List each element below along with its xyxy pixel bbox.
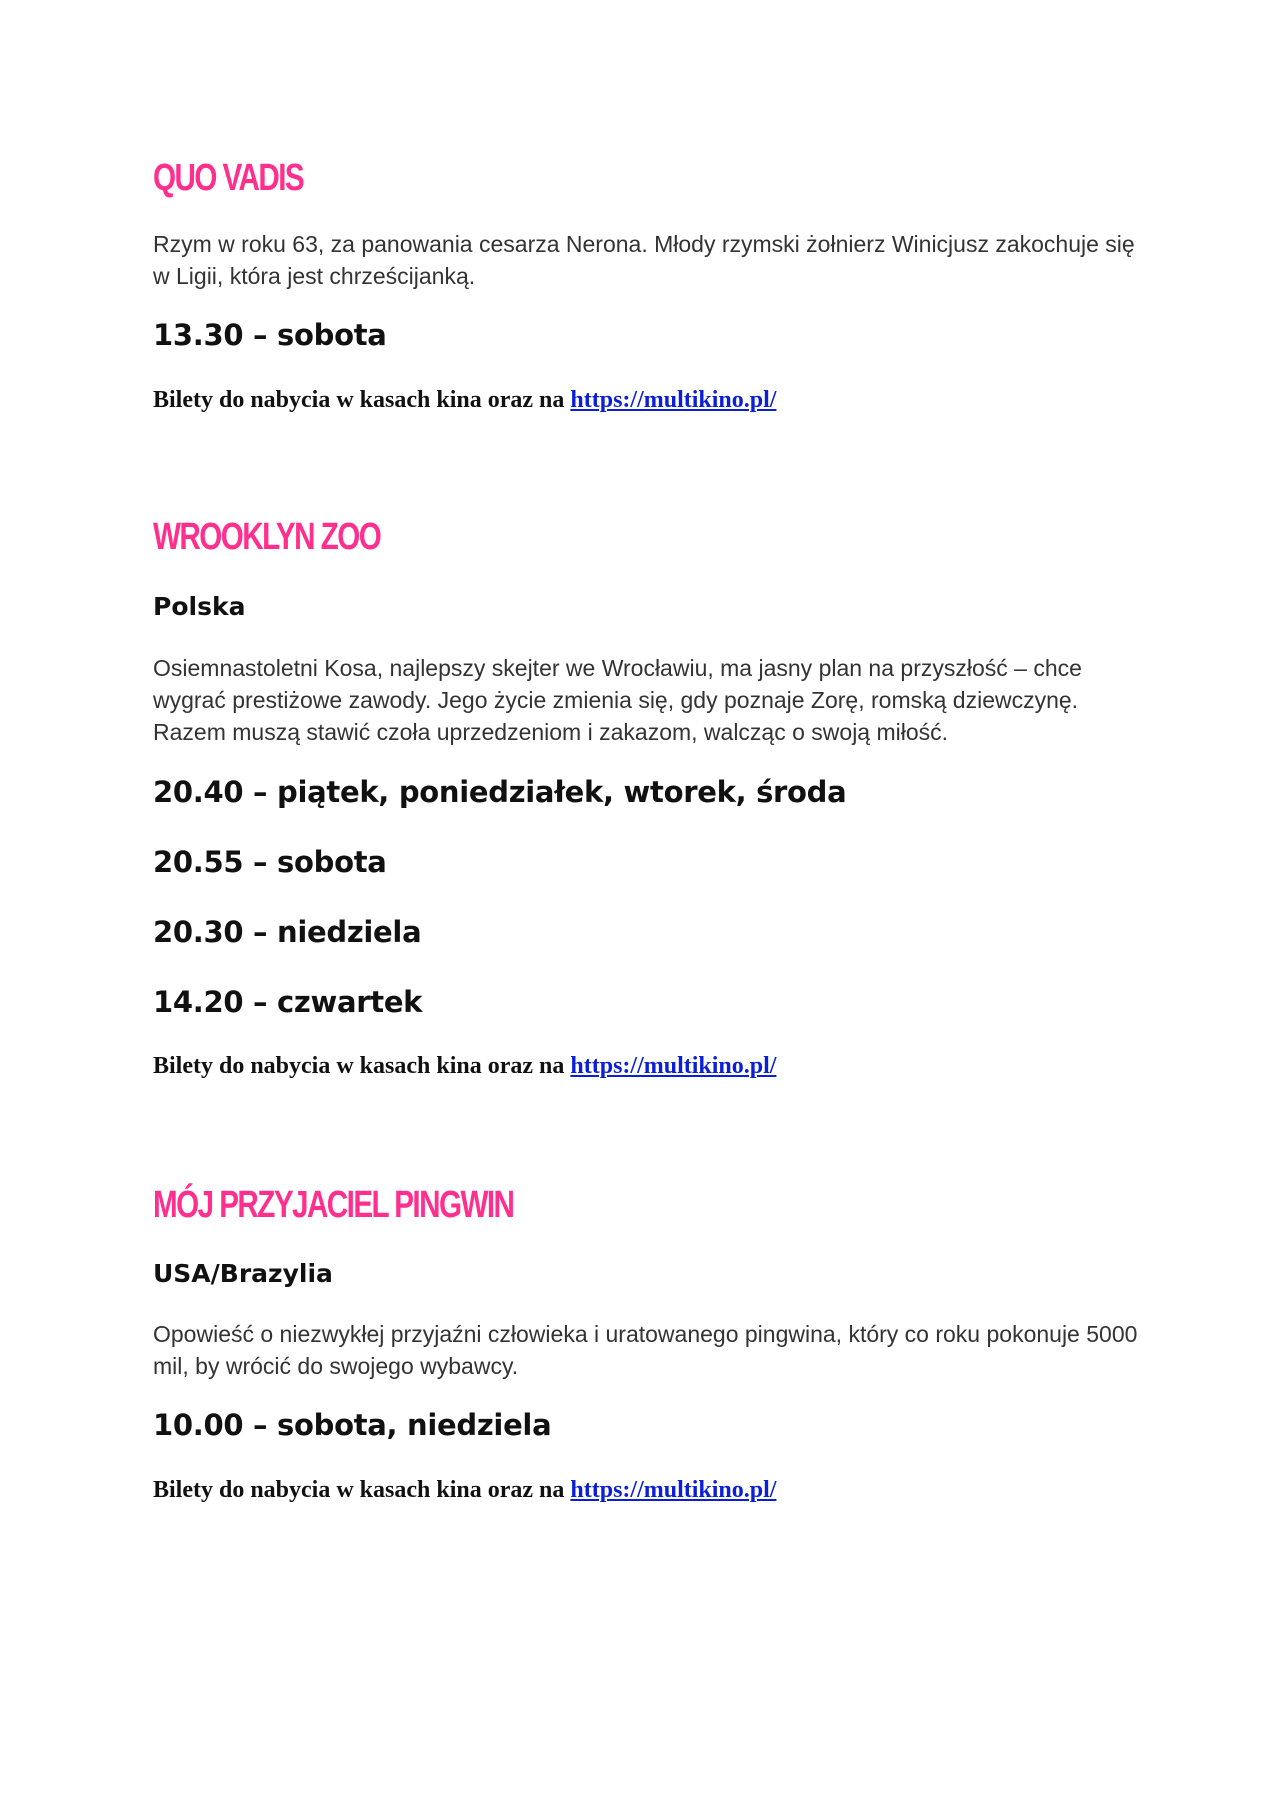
film-title: WROOKLYN ZOO [153, 516, 381, 558]
showtime: 13.30 – sobota [153, 318, 387, 352]
film-description: Osiemnastoletni Kosa, najlepszy skejter we Wrocławiu, ma jasny plan na przyszłość – chce wygrać prestiżowe zawody. Jego życie zmienia się, gdy poznaje Zorę, romską dziewczynę. Razem muszą stawić czoła uprzedzeniom i zakazom, walcząc o swoją miłość. [153, 655, 1082, 745]
film-description: Opowieść o niezwykłej przyjaźni człowieka i uratowanego pingwina, który co roku pokonuje 5000 mil, by wrócić do swojego wybawcy. [153, 1321, 1138, 1379]
showtime: 20.40 – piątek, poniedziałek, wtorek, środa [153, 775, 847, 809]
tickets-link[interactable]: https://multikino.pl/ [570, 1477, 777, 1503]
film-title: QUO VADIS [153, 157, 304, 199]
film-description: Rzym w roku 63, za panowania cesarza Nerona. Młody rzymski żołnierz Winicjusz zakochuje się w Ligii, która jest chrześcijanką. [153, 231, 1135, 289]
film-country: Polska [153, 592, 246, 621]
showtime: 10.00 – sobota, niedziela [153, 1408, 552, 1442]
tickets-info [153, 384, 776, 416]
tickets-info [153, 1050, 776, 1082]
film-country: USA/Brazylia [153, 1259, 333, 1288]
tickets-link[interactable]: https://multikino.pl/ [570, 387, 777, 413]
showtime: 14.20 – czwartek [153, 985, 423, 1019]
tickets-text: Bilety do nabycia w kasach kina oraz na [153, 1053, 565, 1079]
tickets-info [153, 1474, 776, 1506]
film-title: MÓJ PRZYJACIEL PINGWIN [153, 1184, 514, 1226]
showtime: 20.55 – sobota [153, 845, 387, 879]
tickets-text: Bilety do nabycia w kasach kina oraz na [153, 387, 565, 413]
showtime: 20.30 – niedziela [153, 915, 422, 949]
tickets-link[interactable]: https://multikino.pl/ [570, 1053, 777, 1079]
tickets-text: Bilety do nabycia w kasach kina oraz na [153, 1477, 565, 1503]
